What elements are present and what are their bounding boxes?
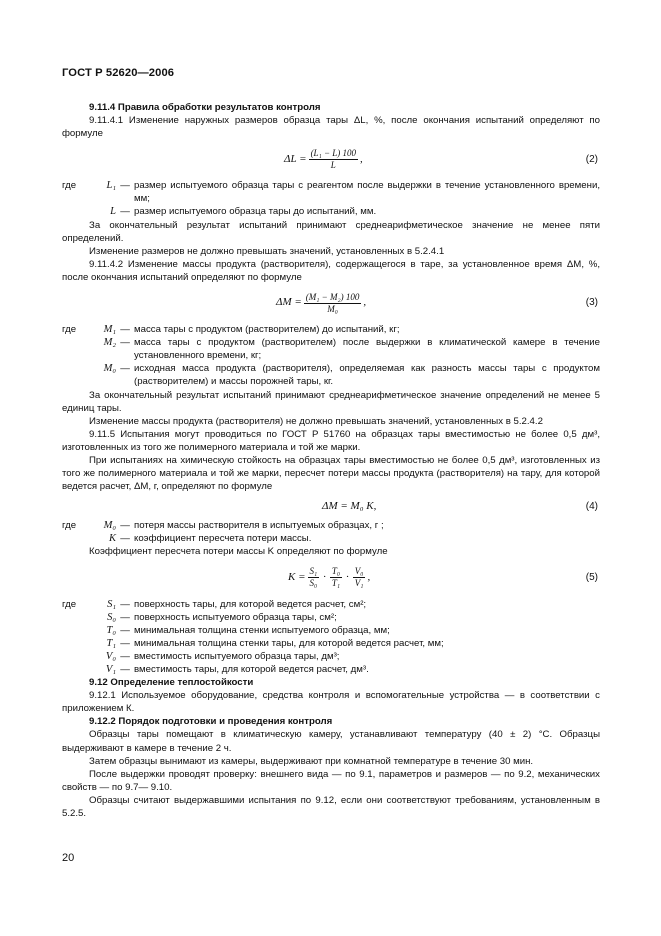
document-header: ГОСТ Р 52620—2006 bbox=[62, 67, 175, 79]
definition-item: где S₁ — поверхность тары, для которой ведется расчет, см²; bbox=[62, 598, 600, 611]
fraction-denominator: L bbox=[330, 159, 336, 170]
section-heading-9-12: 9.12 Определение теплостойкости bbox=[89, 677, 254, 689]
fraction-numerator: (M₁ − M₂) 100 bbox=[305, 291, 360, 302]
definition-item: T₀ — минимальная толщина стенки испытуемого образца, мм; bbox=[62, 624, 600, 637]
definition-symbol: V₀ bbox=[105, 650, 116, 662]
fraction-numerator: V₀ bbox=[354, 566, 364, 577]
definition-symbol: S₀ bbox=[107, 611, 116, 623]
definition-text: размер испытуемого образца тары с реагентом после выдержки в течение установленного времени, мм; bbox=[134, 180, 600, 205]
definition-item: T₁ — минимальная толщина стенки тары, для которой ведется расчет, мм; bbox=[62, 637, 600, 650]
definition-item: L — размер испытуемого образца тары до испытаний, мм. bbox=[62, 205, 600, 218]
definition-symbol: L₁ bbox=[106, 180, 116, 192]
definition-text: потеря массы растворителя в испытуемых образцах, г ; bbox=[134, 520, 384, 532]
definition-text: минимальная толщина стенки испытуемого образца, мм; bbox=[134, 624, 390, 636]
formula-tail: , bbox=[363, 296, 367, 309]
paragraph: При испытаниях на химическую стойкость на образцах тары вместимостью не более 0,5 дм³, изготовленных из того же полимерного материала и той же марки, пересчет потери массы продукта (растворителя) на тару, для которой ведется расчет, ΔM, г, определяют по формуле bbox=[62, 454, 600, 493]
paragraph: Изменение массы продукта (растворителя) не должно превышать значений, установленных в 5.2.4.2 bbox=[89, 415, 543, 427]
definition-symbol: T₁ bbox=[106, 637, 116, 649]
where-label: где bbox=[62, 180, 77, 192]
paragraph: За окончательный результат испытаний принимают среднеарифметическое значение не менее пяти определений. bbox=[62, 219, 600, 244]
formula-fraction bbox=[304, 292, 362, 315]
formula-fraction bbox=[353, 566, 366, 589]
definition-text: исходная масса продукта (растворителя), определяемая как разность массы тары с продуктом (растворителем) и массы порожней тары, кг. bbox=[134, 363, 600, 388]
formula-lhs: ΔM = bbox=[276, 296, 302, 309]
where-label: где bbox=[62, 598, 77, 610]
definition-item: где L₁ — размер испытуемого образца тары с реагентом после выдержки в течение установленного времени, мм; bbox=[62, 180, 600, 205]
definition-item: M₂ — масса тары с продуктом (растворителем) после выдержки в климатической камере в течение установленного времени, кг; bbox=[62, 336, 600, 362]
definition-text: минимальная толщина стенки тары, для которой ведется расчет, мм; bbox=[134, 637, 444, 649]
fraction-denominator: T₁ bbox=[331, 578, 341, 589]
formula-number: (3) bbox=[585, 297, 598, 309]
definition-item: V₀ — вместимость испытуемого образца тары, дм³; bbox=[62, 650, 600, 663]
formula-fraction bbox=[308, 566, 320, 589]
section-heading-9-12-2: 9.12.2 Порядок подготовки и проведения контроля bbox=[89, 716, 333, 728]
definition-symbol: M₀ bbox=[103, 363, 116, 375]
formula-5: K = $\frac{\text{S₁}}{\text{S₀}}$ · $\frac{\text{T₀}}{\text{T₁}}$ · $\frac{\text{V₀}}{\text{V₁}}$ , (5) bbox=[62, 563, 600, 593]
definition-symbol: M₂ bbox=[103, 337, 116, 349]
formula-tail: , bbox=[360, 152, 363, 165]
definition-symbol: T₀ bbox=[106, 624, 116, 636]
definition-item: V₁ — вместимость тары, для которой ведется расчет, дм³. bbox=[62, 663, 600, 676]
formula-number: (2) bbox=[585, 153, 598, 165]
fraction-numerator: T₀ bbox=[331, 566, 341, 577]
paragraph: 9.11.5 Испытания могут проводиться по ГОСТ Р 51760 на образцах тары вместимостью не более 0,5 дм³, изготовленных из того же полимерного материала и той же марки. bbox=[62, 428, 600, 453]
definition-symbol: K bbox=[108, 533, 116, 545]
formula-fraction bbox=[330, 566, 342, 589]
definition-item: где M₁ — масса тары с продуктом (растворителем) до испытаний, кг; bbox=[62, 323, 600, 336]
section-heading-9-11-4: 9.11.4 Правила обработки результатов контроля bbox=[89, 102, 321, 113]
document-body bbox=[62, 101, 600, 820]
definitions-list bbox=[62, 519, 600, 545]
paragraph: 9.12.1 Используемое оборудование, средства контроля и вспомогательные устройства — в соответствии с приложением К. bbox=[62, 690, 600, 715]
fraction-denominator: V₁ bbox=[354, 578, 364, 589]
formula-text: ΔM = M₀ K, bbox=[322, 499, 377, 512]
definition-text: масса тары с продуктом (растворителем) после выдержки в климатической камере в течение установленного времени, кг; bbox=[134, 337, 600, 362]
definition-symbol: V₁ bbox=[105, 664, 116, 675]
paragraph: 9.11.4.1 Изменение наружных размеров образца тары ΔL, %, после окончания испытаний определяют по формуле bbox=[62, 115, 600, 140]
formula-fraction bbox=[309, 148, 358, 171]
paragraph: Коэффициент пересчета потери массы K определяют по формуле bbox=[89, 546, 388, 558]
definition-item: M₀ — исходная масса продукта (растворителя), определяемая как разность массы тары с продуктом (растворителем) и массы порожней тары, кг. bbox=[62, 362, 600, 388]
definition-text: поверхность тары, для которой ведется расчет, см²; bbox=[134, 598, 367, 610]
fraction-numerator: S₁ bbox=[309, 566, 318, 577]
definition-text: поверхность испытуемого образца тары, см²; bbox=[134, 611, 337, 623]
definition-symbol: M₀ bbox=[103, 520, 116, 532]
formula-number: (4) bbox=[585, 500, 598, 512]
definition-text: коэффициент пересчета потери массы. bbox=[134, 533, 312, 545]
definition-item: S₀ — поверхность испытуемого образца тары, см²; bbox=[62, 611, 600, 624]
formula-2 bbox=[62, 144, 600, 174]
paragraph: 9.11.4.2 Изменение массы продукта (растворителя), содержащегося в таре, за установленное время ΔM, %, после окончания испытаний определяют по формуле bbox=[62, 258, 600, 283]
fraction-numerator: (L₁ − L) 100 bbox=[310, 147, 357, 158]
definition-symbol: M₁ bbox=[103, 324, 116, 336]
definitions-list bbox=[62, 179, 600, 218]
definitions-list bbox=[62, 323, 600, 388]
paragraph: За окончательный результат испытаний принимают среднеарифметическое значение определений не менее 5 единиц тары. bbox=[62, 389, 600, 414]
formula-4 bbox=[62, 497, 600, 515]
formula-lhs: ΔL = bbox=[284, 152, 307, 165]
fraction-denominator: M₀ bbox=[327, 303, 338, 314]
definition-symbol: S₁ bbox=[107, 598, 116, 610]
paragraph: Образцы тары помещают в климатическую камеру, устанавливают температуру (40 ± 2) °С. Образцы выдерживают в камере в течение 2 ч. bbox=[62, 729, 600, 754]
where-label: где bbox=[62, 324, 77, 336]
formula-3 bbox=[62, 288, 600, 318]
formula-tail: , bbox=[367, 570, 371, 583]
paragraph: Изменение размеров не должно превышать значений, установленных в 5.2.4.1 bbox=[89, 245, 445, 257]
paragraph: Образцы считают выдержавшими испытания по 9.12, если они соответствуют требованиям, установленным в 5.2.5. bbox=[62, 794, 600, 820]
definition-item: где M₀ — потеря массы растворителя в испытуемых образцах, г ; bbox=[62, 519, 600, 532]
definition-text: вместимость тары, для которой ведется расчет, дм³. bbox=[134, 664, 369, 675]
definition-text: вместимость испытуемого образца тары, дм³; bbox=[134, 650, 340, 662]
paragraph: Затем образцы вынимают из камеры, выдерживают при комнатной температуре в течение 30 мин. bbox=[89, 755, 534, 767]
paragraph: После выдержки проводят проверку: внешнего вида — по 9.1, параметров и размеров — по 9.2, механических свойств — по 9.7— 9.10. bbox=[62, 768, 600, 793]
page-number: 20 bbox=[62, 852, 75, 864]
where-label: где bbox=[62, 520, 77, 532]
definitions-list bbox=[62, 598, 600, 677]
definition-text: размер испытуемого образца тары до испытаний, мм. bbox=[134, 206, 377, 218]
formula-lhs: K = bbox=[288, 570, 306, 583]
formula-number: (5) bbox=[585, 571, 598, 583]
fraction-denominator: S₀ bbox=[309, 578, 318, 589]
definition-item: K — коэффициент пересчета потери массы. bbox=[62, 532, 600, 545]
definition-text: масса тары с продуктом (растворителем) до испытаний, кг; bbox=[134, 324, 400, 336]
definition-symbol: L bbox=[110, 206, 116, 218]
